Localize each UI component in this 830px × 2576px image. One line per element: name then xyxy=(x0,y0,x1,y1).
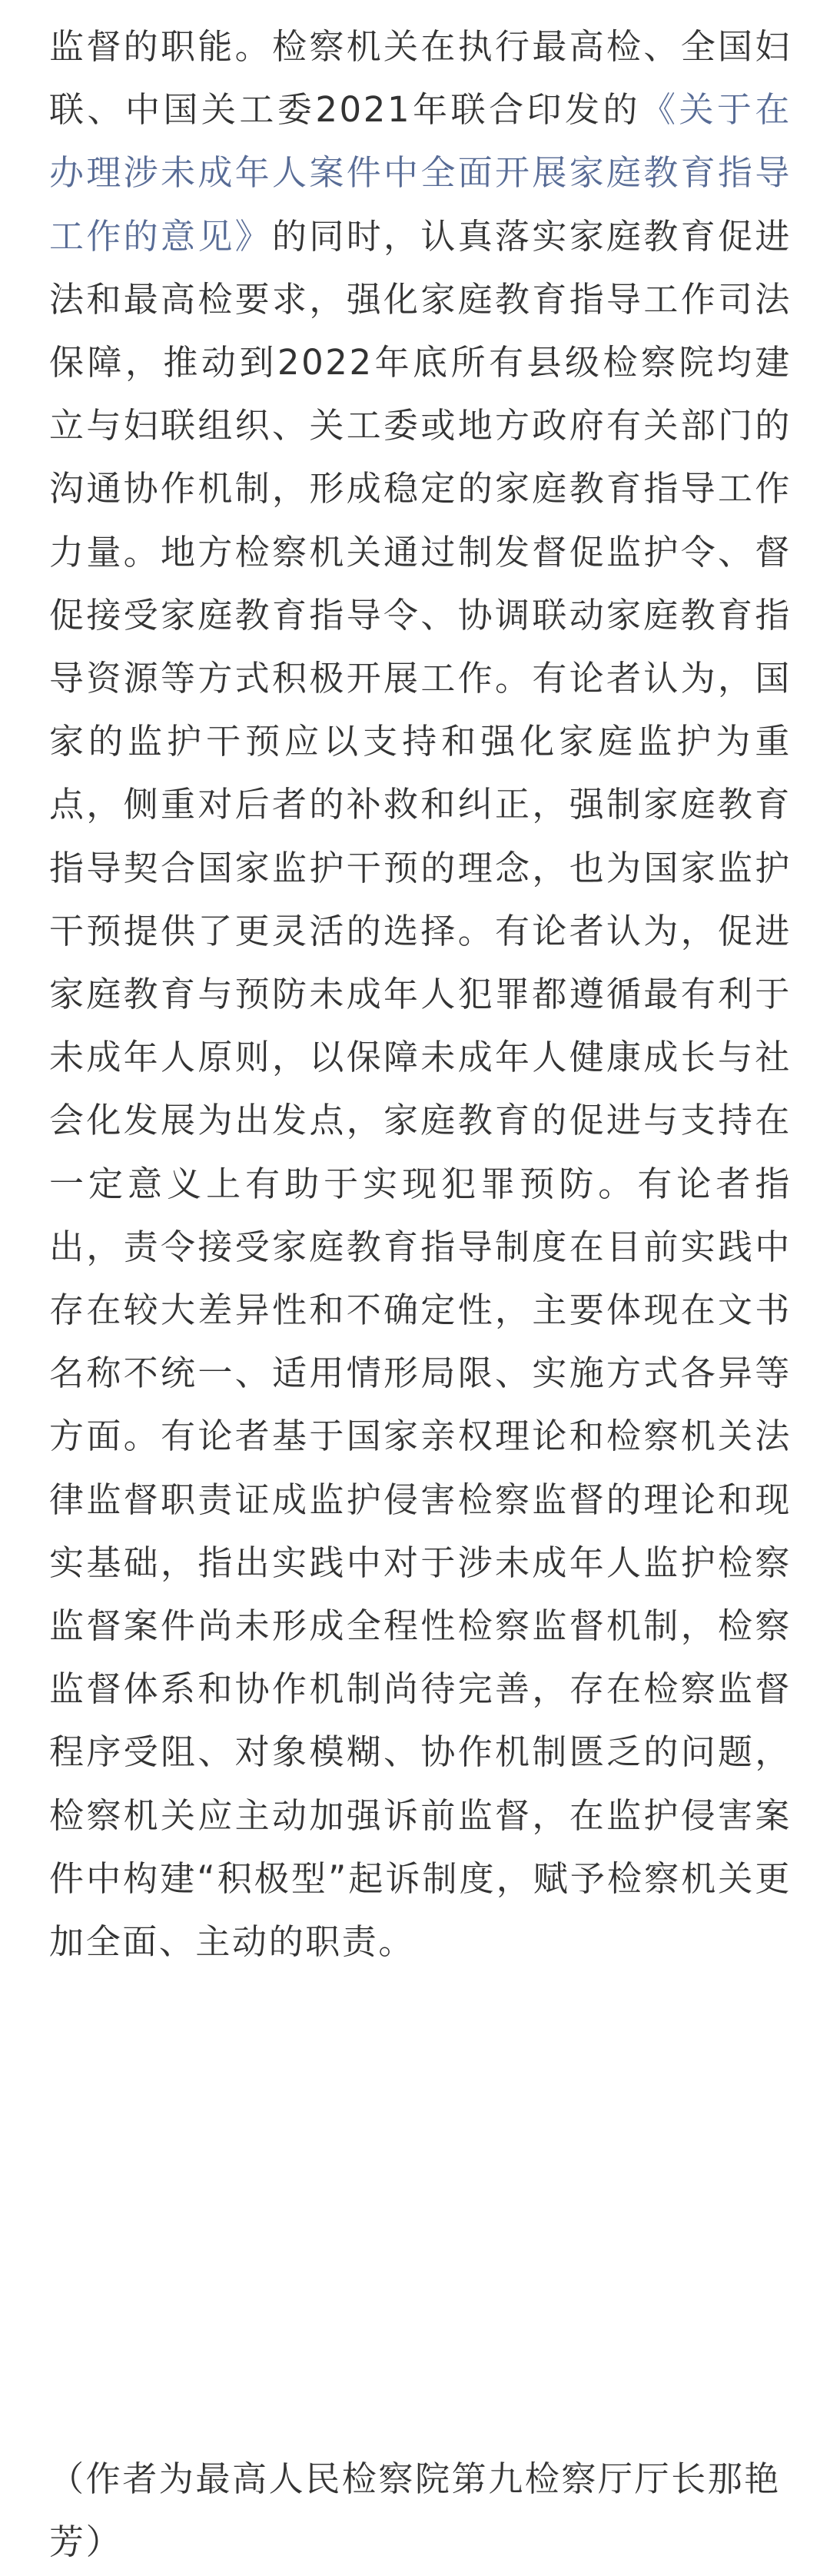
author-note: （作者为最高人民检察院第九检察厅厅长那艳芳） xyxy=(49,2458,782,2563)
document-title-link[interactable]: 《关于在办理涉未成年人案件中全面开展家庭教育指导工作的意见》 xyxy=(49,89,792,257)
paragraph-text-start: 监督的职能。检察机关在执行最高检、全国妇联、中国关工委2021年联合印发的 xyxy=(49,26,792,131)
paragraph-text-rest: 的同时，认真落实家庭教育促进法和最高检要求，强化家庭教育指导工作司法保障，推动到2022年底所有县级检察院均建立与妇联组织、关工委或地方政府有关部门的沟通协作机制，形成稳定的家庭教育指导工作力量。地方检察机关通过制发督促监护令、督促接受家庭教育指导令、协调联动家庭教育指导资源等方式积极开展工作。有论者认为，国家的监护干预应以支持和强化家庭监护为重点，侧重对后者的补救和纠正，强制家庭教育指导契合国家监护干预的理念，也为国家监护干预提供了更灵活的选择。有论者认为，促进家庭教育与预防未成年人犯罪都遵循最有利于未成年人原则，以保障未成年人健康成长与社会化发展为出发点，家庭教育的促进与支持在一定意义上有助于实现犯罪预防。有论者指出，责令接受家庭教育指导制度在目前实践中存在较大差异性和不确定性，主要体现在文书名称不统一、适用情形局限、实施方式各异等方面。有论者基于国家亲权理论和检察机关法律监督职责证成监护侵害检察监督的理论和现实基础，指出实践中对于涉未成年人监护检察监督案件尚未形成全程性检察监督机制，检察监督体系和协作机制尚待完善，存在检察监督程序受阻、对象模糊、协作机制匮乏的问题，检察机关应主动加强诉前监督，在监护侵害案件中构建“积极型”起诉制度，赋予检察机关更加全面、主动的职责。 xyxy=(49,215,792,1963)
article-paragraph xyxy=(49,15,792,1973)
